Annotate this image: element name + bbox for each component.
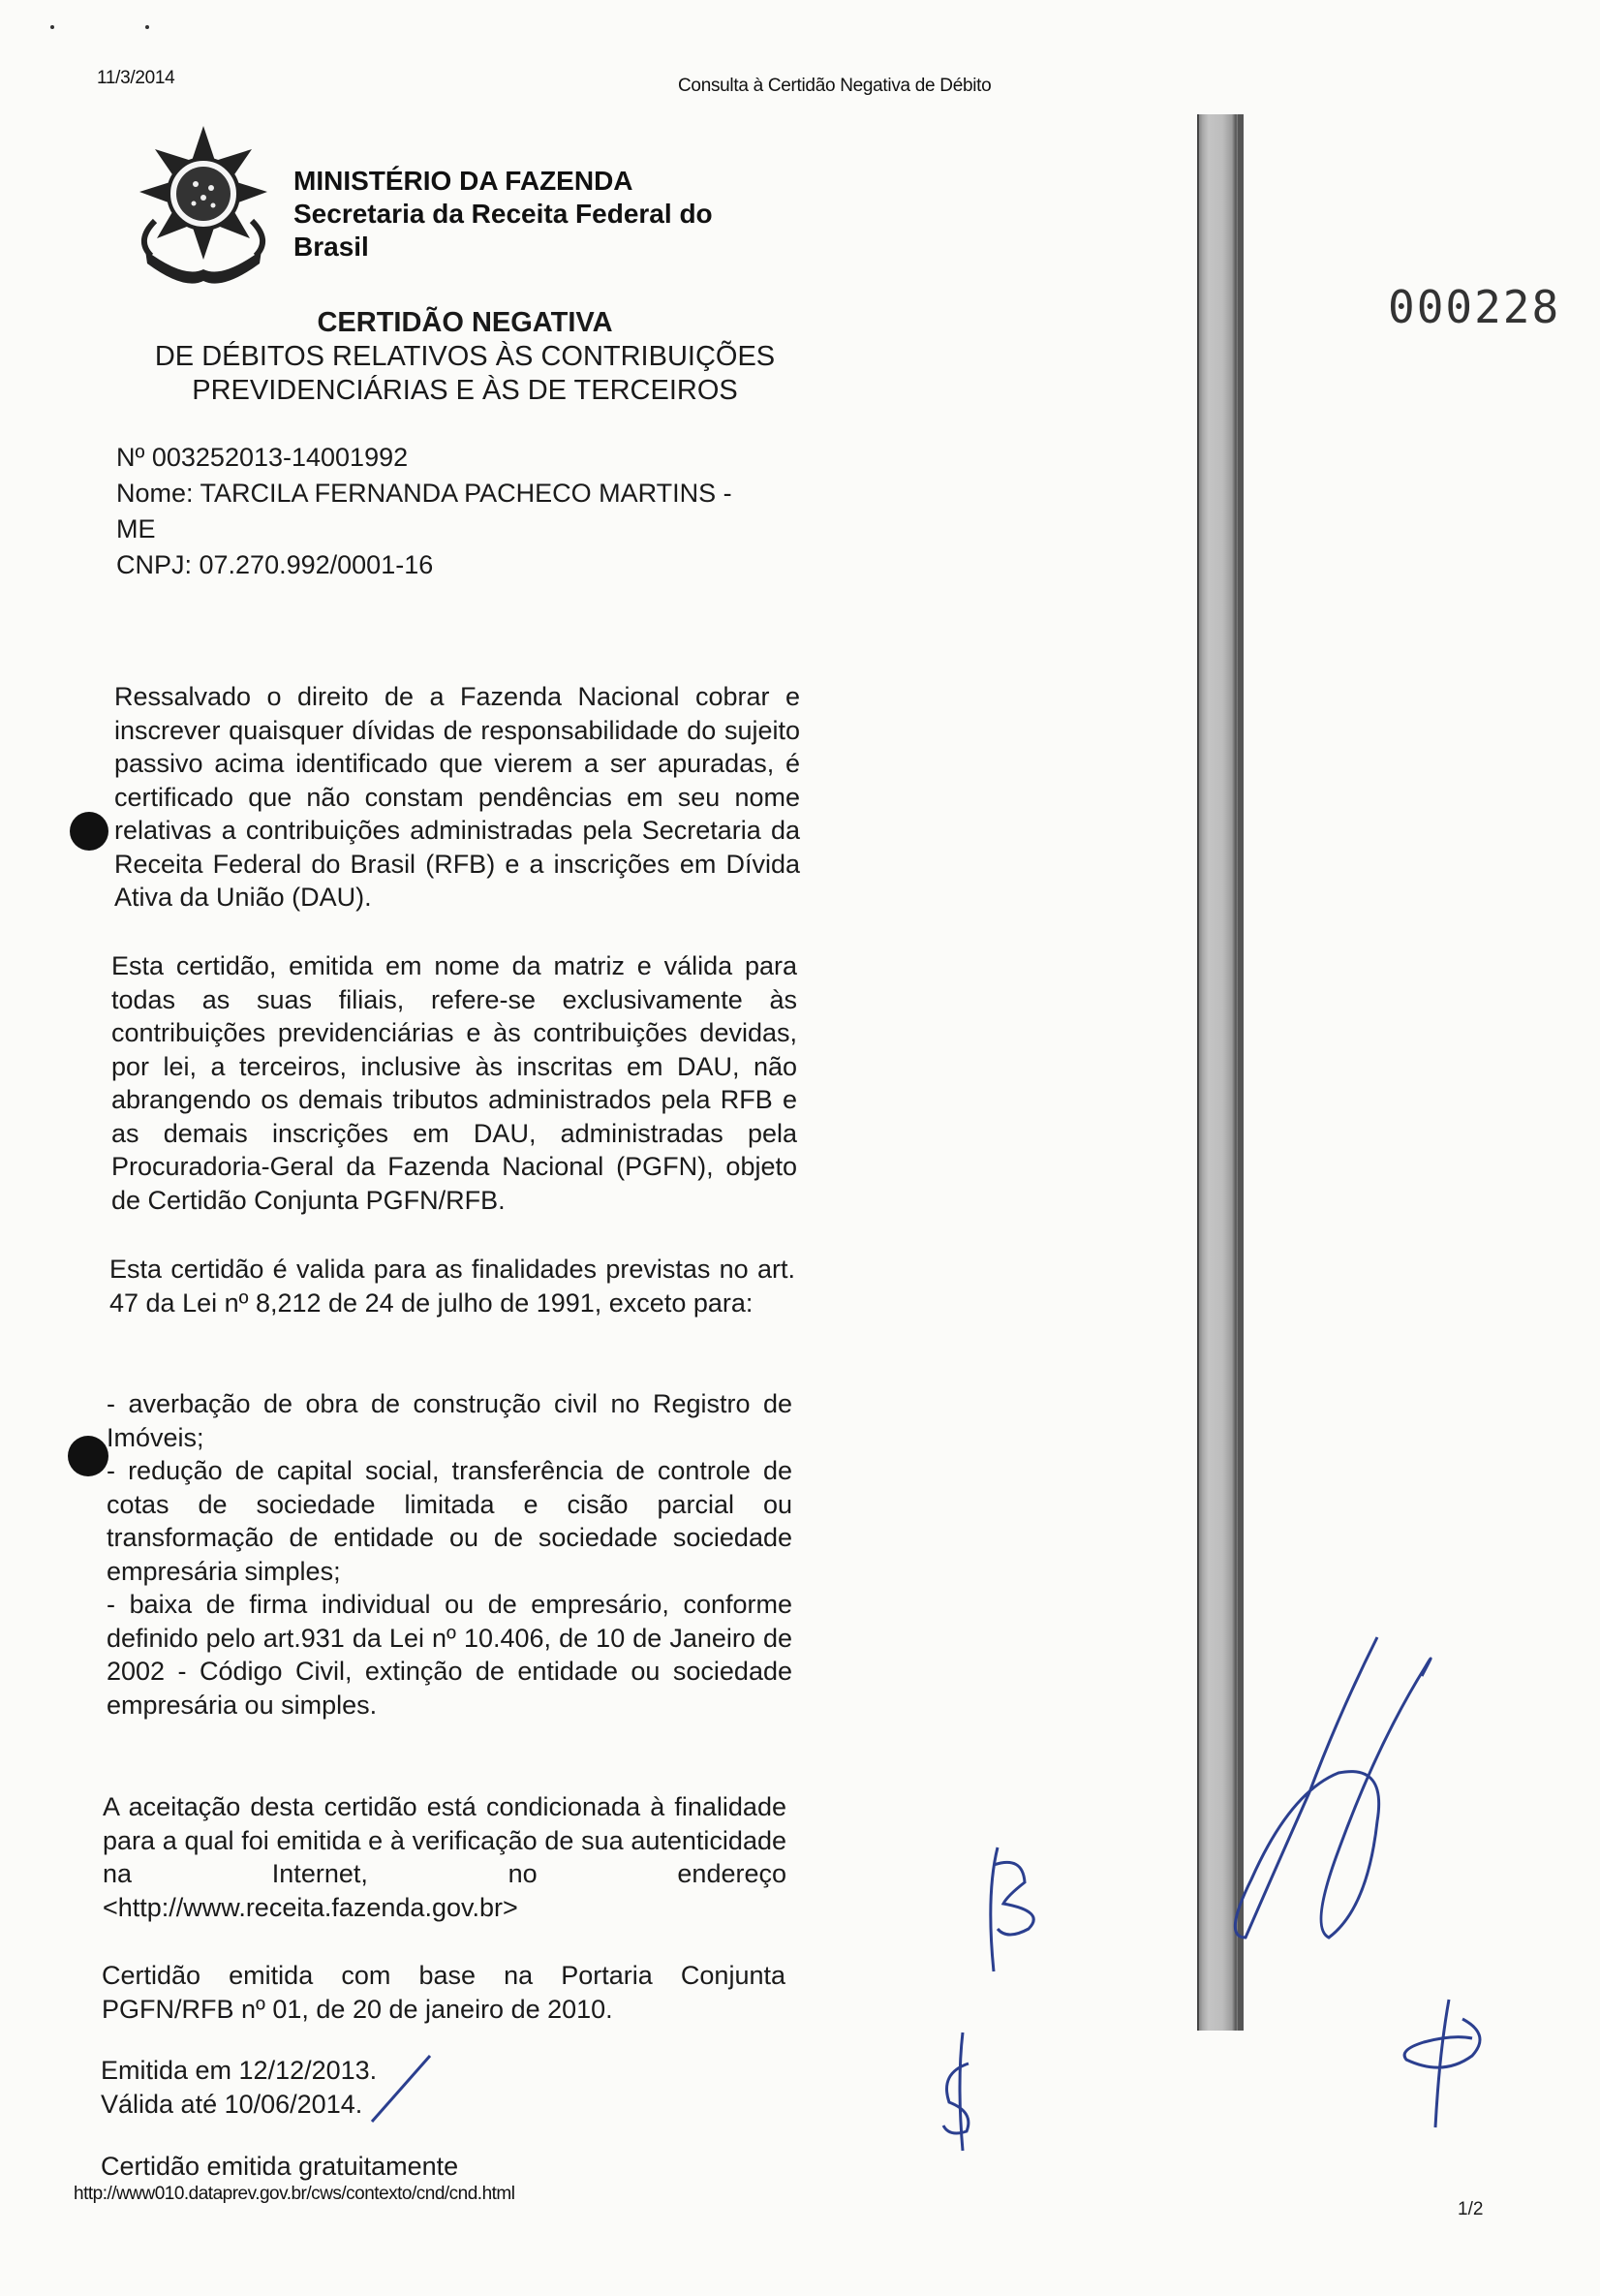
- paragraph-3: Esta certidão é valida para as finalidades previstas no art. 47 da Lei nº 8,212 de 24 de julho de 1991, exceto para:: [109, 1255, 795, 1318]
- issuer-secretariat: Secretaria da Receita Federal do: [293, 199, 713, 229]
- certificate-number: Nº 003252013-14001992: [116, 443, 409, 472]
- title-line-1: CERTIDÃO NEGATIVA: [317, 307, 613, 338]
- initials-mark-right: [1385, 1996, 1501, 2131]
- exception-item-2: - redução de capital social, transferência de controle de cotas de sociedade limitada e cisão parcial ou transformação de entidade ou de sociedade sociedade empresária simples;: [107, 1456, 792, 1586]
- truncated-line: Certidão emitida gratuitamente: [101, 2152, 459, 2181]
- scan-speck: [145, 25, 149, 29]
- coat-of-arms-emblem: [126, 124, 281, 291]
- punch-hole-mark: [70, 812, 108, 851]
- valid-until-date: Válida até 10/06/2014.: [101, 2090, 363, 2119]
- issuer-secretariat-cont: Brasil: [293, 232, 369, 262]
- issuer-block: [293, 165, 713, 264]
- initial-mark: [930, 2025, 988, 2160]
- punch-hole-mark-2: [68, 1436, 108, 1476]
- paragraph-4: A aceitação desta certidão está condicionada à finalidade para a qual foi emitida e à verificação de sua autenticidade na Internet, no endereço <http://www.receita.fazenda.gov.br>: [103, 1792, 786, 1922]
- exceptions-list: [107, 1387, 792, 1722]
- taxpayer-name-cont: ME: [116, 514, 156, 543]
- issuer-ministry: MINISTÉRIO DA FAZENDA: [293, 166, 633, 196]
- initials-signature: [969, 1836, 1075, 1981]
- issued-date: Emitida em 12/12/2013.: [101, 2056, 378, 2085]
- footer-url: http://www010.dataprev.gov.br/cws/contexto/cnd/cnd.html: [74, 2184, 515, 2204]
- taxpayer-name: Nome: TARCILA FERNANDA PACHECO MARTINS -: [116, 479, 732, 508]
- signature-large: [1232, 1628, 1455, 1947]
- scan-speck: [50, 25, 54, 29]
- stamp-number: 000228: [1388, 281, 1561, 333]
- taxpayer-cnpj: CNPJ: 07.270.992/0001-16: [116, 550, 434, 579]
- check-mark: [368, 2050, 436, 2127]
- page-number: 1/2: [1458, 2199, 1484, 2219]
- validity-block: [101, 2054, 377, 2122]
- title-line-3: PREVIDENCIÁRIAS E ÀS DE TERCEIROS: [192, 375, 738, 406]
- paragraph-5: Certidão emitida com base na Portaria Conjunta PGFN/RFB nº 01, de 20 de janeiro de 2010.: [102, 1961, 785, 2024]
- print-page-title: Consulta à Certidão Negativa de Débito: [678, 76, 992, 96]
- print-date: 11/3/2014: [97, 68, 175, 88]
- document-title: [126, 306, 804, 408]
- taxpayer-info: [116, 440, 732, 583]
- title-line-2: DE DÉBITOS RELATIVOS ÀS CONTRIBUIÇÕES: [154, 341, 776, 372]
- exception-item-3: - baixa de firma individual ou de empresário, conforme definido pelo art.931 da Lei nº 10.406, de 10 de Janeiro de 2002 - Código Civil, extinção de entidade ou sociedade empresária ou simples.: [107, 1590, 792, 1720]
- paragraph-2: Esta certidão, emitida em nome da matriz e válida para todas as suas filiais, refere-se exclusivamente às contribuições previdenciárias e às contribuições devidas, por lei, a terceiros, inclusive às inscritas em DAU, não abrangendo os demais tributos administrados pela RFB e as demais inscrições em DAU, administradas pela Procuradoria-Geral da Fazenda Nacional (PGFN), objeto de Certidão Conjunta PGFN/RFB.: [111, 951, 797, 1215]
- exception-item-1: - averbação de obra de construção civil no Registro de Imóveis;: [107, 1389, 792, 1452]
- paragraph-1: Ressalvado o direito de a Fazenda Nacional cobrar e inscrever quaisquer dívidas de responsabilidade do sujeito passivo acima identificado que vierem a ser apuradas, é certificado que não constam pendências em seu nome relativas a contribuições administradas pela Secretaria da Receita Federal do Brasil (RFB) e a inscrições em Dívida Ativa da União (DAU).: [114, 682, 800, 912]
